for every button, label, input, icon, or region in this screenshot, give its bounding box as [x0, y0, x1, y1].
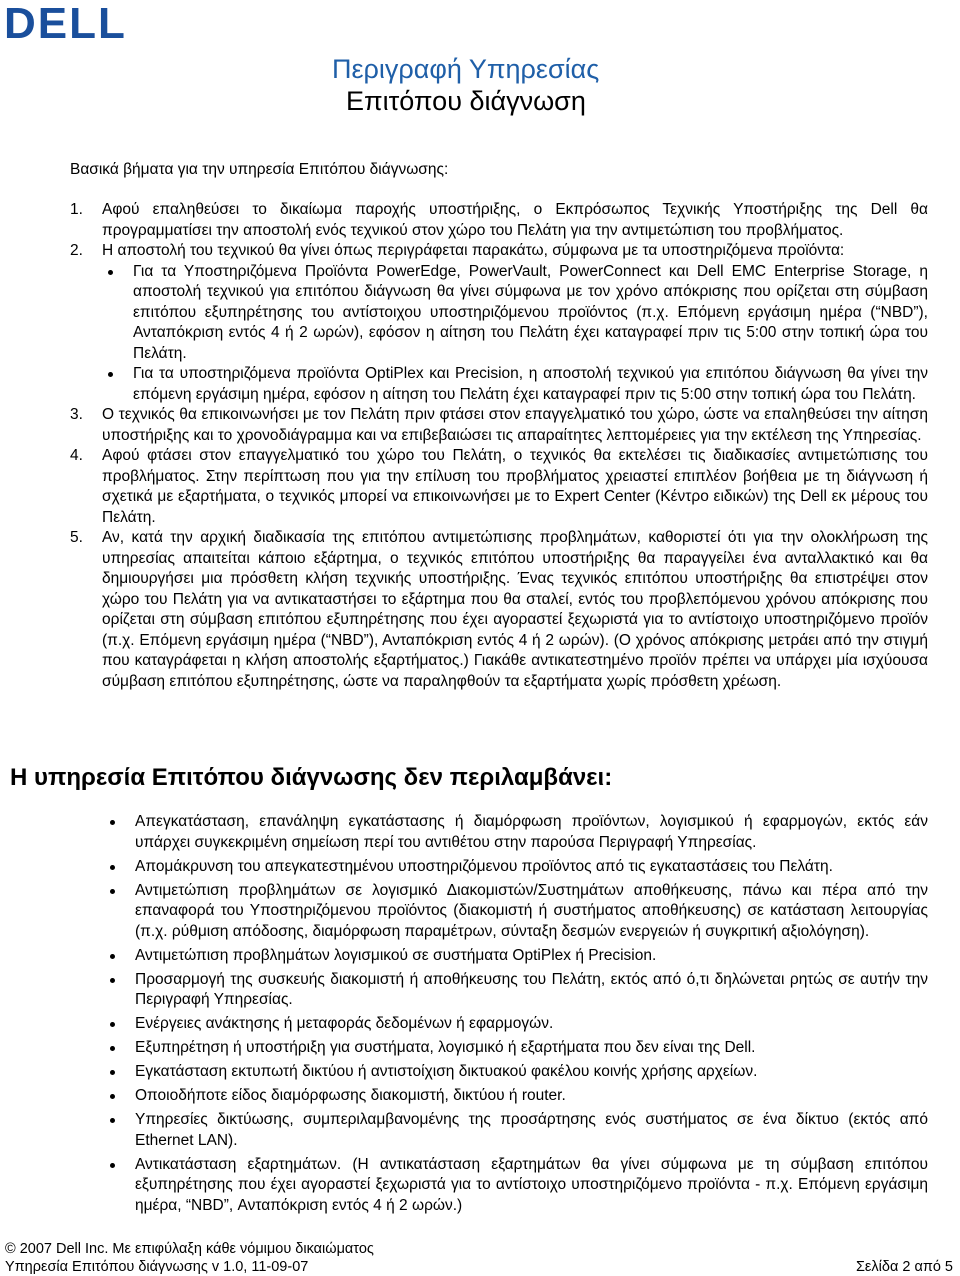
step-text: Αφού επαληθεύσει το δικαίωμα παροχής υποστήριξης, ο Εκπρόσωπος Τεχνικής Υποστήριξης της Dell θα προγραμματίσει την αποστολή ενός τεχνικού στον χώρο του Πελάτη για την αντιμετώπιση του προβλήματος.: [102, 201, 928, 239]
bullet-icon: [110, 1163, 115, 1168]
step-item: [70, 446, 928, 528]
bullet-icon: [110, 954, 115, 959]
exclusions-heading: Η υπηρεσία Επιτόπου διάγνωσης δεν περιλαμβάνει:: [10, 764, 613, 791]
bullet-text: Για τα Υποστηριζόμενα Προϊόντα PowerEdge, PowerVault, PowerConnect και Dell EMC Enterprise Storage, η αποστολή τεχνικού για επιτόπου διάγνωση θα γίνει σύμφωνα με τον χρόνο απόκρισης που ορίζεται στη σύμβαση επιτόπου εξυπηρέτησης του αντίστοιχου υποστηριζόμενου προϊόντος (π.χ. Επόμενη εργάσιμη ημέρα (“NBD”), Ανταπόκριση εντός 4 ή 2 ωρών), εφόσον η αίτηση του Πελάτη έχει καταγραφεί πριν τις 5:00 στην τοπική ώρα του Πελάτη.: [133, 262, 928, 362]
footer-page-number: Σελίδα 2 από 5: [855, 1259, 953, 1275]
bullet-icon: [110, 978, 115, 983]
dell-logo: [2, 0, 152, 49]
bullet-icon: [110, 1046, 115, 1051]
list-item: [104, 812, 928, 853]
exclusion-text: Εγκατάσταση εκτυπωτή δικτύου ή αντιστοίχιση δικτυακού φακέλου κοινής χρήσης αρχείων.: [135, 1063, 758, 1080]
step-number: 3.: [70, 406, 83, 423]
step-item: [70, 200, 928, 241]
bullet-icon: [108, 270, 113, 275]
exclusions-list: [104, 812, 928, 1220]
footer-row: [5, 1258, 953, 1276]
exclusion-text: Αντιμετώπιση προβλημάτων σε λογισμικό Διακομιστών/Συστημάτων αποθήκευσης, πάνω και πέρα από την επαναφορά του Υποστηριζόμενου προϊόντος (διακομιστή ή συστήματος αποθήκευσης) σε κατάσταση λειτουργίας (π.χ. ρύθμιση απόδοσης, διαμόρφωση παραμέτρων, σύνταξη δεσμών ενεργειών ή συγκριτική αξιολόγηση).: [135, 881, 928, 940]
bullet-icon: [108, 372, 113, 377]
step-item: [70, 528, 928, 692]
exclusion-text: Απεγκατάσταση, επανάληψη εγκατάστασης ή διαμόρφωση προϊόντων, λογισμικού ή εφαρμογών, εκτός εάν υπάρχει συγκεκριμένη σημείωση περί του αντιθέτου στην παρούσα Περιγραφή Υπηρεσίας.: [135, 813, 928, 851]
list-item: [104, 881, 928, 943]
step-item: [70, 405, 928, 446]
step-text: Ο τεχνικός θα επικοινωνήσει με τον Πελάτη πριν φτάσει στον επαγγελματικό του χώρο, ώστε να επαληθεύσει την αίτηση υποστήριξης και το χρονοδιάγραμμα και να επιβεβαιώσει τις απαραίτητες λεπτομέρειες για την εκτέλεση της Υπηρεσίας.: [102, 406, 928, 444]
bullet-text: Για τα υποστηριζόμενα προϊόντα OptiPlex και Precision, η αποστολή τεχνικού για επιτόπου διάγνωση θα γίνει την επόμενη εργάσιμη ημέρα, εφόσον η αίτηση του Πελάτη έχει καταγραφεί πριν τις 5:00 στην τοπική ώρα του Πελάτη.: [133, 365, 928, 403]
list-item: [104, 1155, 928, 1217]
step-number: 4.: [70, 447, 83, 464]
exclusion-text: Αντιμετώπιση προβλημάτων λογισμικού σε συστήματα OptiPlex ή Precision.: [135, 946, 657, 964]
page-footer: [5, 1240, 953, 1276]
bullet-icon: [110, 820, 115, 825]
footer-copyright: © 2007 Dell Inc. Με επιφύλαξη κάθε νόμιμου δικαιώματος: [5, 1241, 374, 1257]
bullet-icon: [110, 889, 115, 894]
exclusion-text: Οποιοδήποτε είδος διαμόρφωσης διακομιστή, δικτύου ή router.: [135, 1087, 566, 1104]
list-item: [102, 262, 928, 365]
page-title: Περιγραφή Υπηρεσίας: [332, 54, 600, 84]
step-number: 5.: [70, 529, 83, 546]
intro-text: Βασικά βήματα για την υπηρεσία Επιτόπου διάγνωσης:: [70, 161, 449, 178]
step-text: Αν, κατά την αρχική διαδικασία της επιτόπου αντιμετώπισης προβλημάτων, καθοριστεί ότι για την ολοκλήρωση της υπηρεσίας απαιτείται κάποιο εξάρτημα, ο τεχνικός επιτόπου υποστήριξης θα παραγγείλει ένα ανταλλακτικό και θα δημιουργήσει μια πρόσθετη κλήση τεχνικής υποστήριξης. Ένας τεχνικός επιτόπου υποστήριξης θα επιστρέψει στον χώρο του Πελάτη για να αντικαταστήσει το εξάρτημα που θα σταλεί, εντός του προβλεπόμενου χρόνου απόκρισης που ορίζεται στη σύμβαση επιτόπου εξυπηρέτησης που έχει αγοραστεί ξεχωριστά για το αντίστοιχο υποστηριζόμενο προϊόν (π.χ. Επόμενη εργάσιμη ημέρα (“NBD”), Ανταπόκριση εντός 4 ή 2 ωρών). (Ο χρόνος απόκρισης μετράει από την στιγμή που καταγράφεται η κλήση αποστολής εξαρτήματος.) Γιακάθε αντικατεστημένο προϊόν πρέπει να υπάρχει μία ισχύουσα σύμβαση επιτόπου εξυπηρέτησης, ώστε να παραληφθούν τα εξαρτήματα χωρίς πρόσθετη χρέωση.: [102, 529, 928, 690]
steps-list: [70, 200, 928, 692]
bullet-icon: [110, 1070, 115, 1075]
list-item: [104, 1086, 928, 1107]
list-item: [104, 1062, 928, 1083]
logo-text: DELL: [4, 0, 127, 44]
bullet-icon: [110, 1094, 115, 1099]
step-item: [70, 241, 928, 405]
exclusion-text: Προσαρμογή της συσκευής διακομιστή ή αποθήκευσης του Πελάτη, εκτός από ό,τι δηλώνεται ρητώς σε αυτήν την Περιγραφή Υπηρεσίας.: [135, 970, 928, 1008]
list-item: [104, 970, 928, 1011]
exclusion-text: Αντικατάσταση εξαρτημάτων. (Η αντικατάσταση εξαρτημάτων θα γίνει σύμφωνα με τη σύμβαση επιτόπου εξυπηρέτησης που έχει αγοραστεί ξεχωριστά για το αντίστοιχο υποστηριζόμενο προϊόντα - π.χ. Επόμενη εργάσιμη ημέρα, “NBD”, Ανταπόκριση εντός 4 ή 2 ωρών.): [135, 1155, 928, 1214]
step-number: 1.: [70, 201, 83, 218]
list-item: [102, 364, 928, 405]
bullet-icon: [110, 865, 115, 870]
bullet-icon: [110, 1022, 115, 1027]
list-item: [104, 857, 928, 878]
list-item: [104, 1038, 928, 1059]
step-number: 2.: [70, 242, 83, 259]
exclusion-text: Απομάκρυνση του απεγκατεστημένου υποστηριζόμενου προϊόντος από τις εγκαταστάσεις του Πελάτη.: [135, 857, 833, 875]
page-subtitle: Επιτόπου διάγνωση: [346, 86, 586, 116]
step-bullets: [102, 262, 928, 406]
exclusion-text: Ενέργειες ανάκτησης ή μεταφοράς δεδομένων ή εφαρμογών.: [135, 1015, 554, 1032]
list-item: [104, 1110, 928, 1151]
footer-doc-ref: Υπηρεσία Επιτόπου διάγνωσης v 1.0, 11-09-07: [5, 1259, 309, 1275]
step-text: Η αποστολή του τεχνικού θα γίνει όπως περιγράφεται παρακάτω, σύμφωνα με τα υποστηριζόμενα προϊόντα:: [102, 242, 845, 259]
exclusion-text: Υπηρεσίες δικτύωσης, συμπεριλαμβανομένης της προσάρτησης ενός συστήματος σε ένα δίκτυο (εκτός από Ethernet LAN).: [135, 1111, 928, 1149]
bullet-icon: [110, 1118, 115, 1123]
list-item: [104, 1014, 928, 1035]
step-text: Αφού φτάσει στον επαγγελματικό του χώρο του Πελάτη, ο τεχνικός θα εκτελέσει τις διαδικασίες αντιμετώπισης του προβλήματος. Στην περίπτωση που για την επίλυση του προβλήματος χρειαστεί επιπλέον βοήθεια με τη διάγνωση ή σχετικά με εξαρτήματα, ο τεχνικός μπορεί να επικοινωνήσει με το Expert Center (Κέντρο ειδικών) της Dell εκ μέρους του Πελάτη.: [102, 447, 928, 526]
exclusion-text: Εξυπηρέτηση ή υποστήριξη για συστήματα, λογισμικό ή εξαρτήματα που δεν είναι της Dell.: [135, 1039, 756, 1056]
list-item: [104, 946, 928, 967]
